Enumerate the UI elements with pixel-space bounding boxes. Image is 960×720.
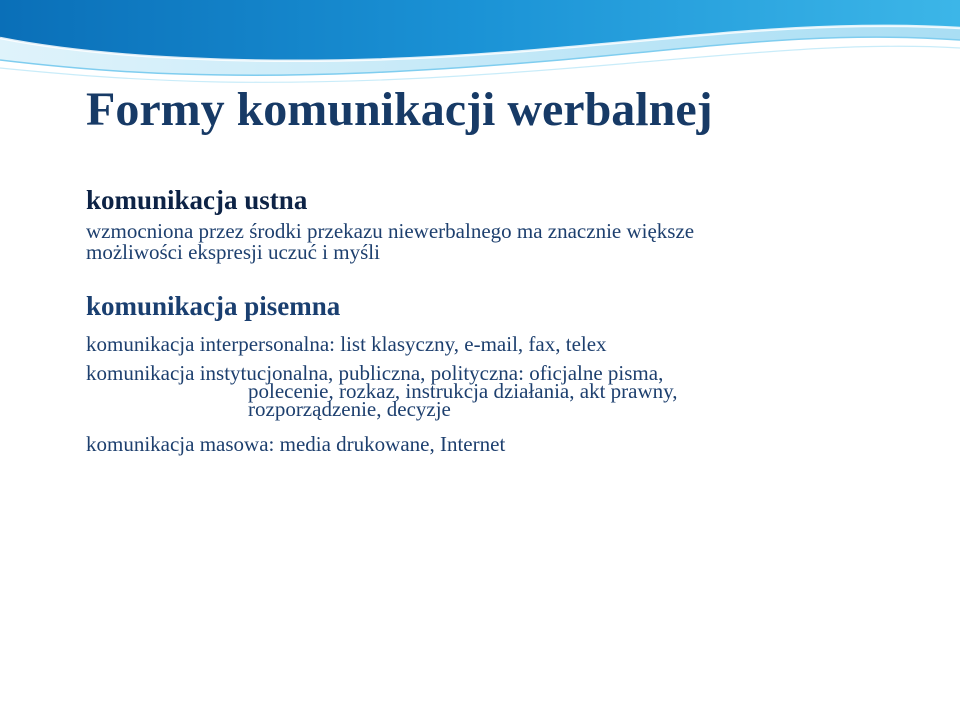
slide-title: Formy komunikacji werbalnej (86, 83, 713, 136)
oral-description-line-2: możliwości ekspresji uczuć i myśli (86, 240, 380, 264)
section-heading-written: komunikacja pisemna (86, 291, 341, 321)
section-heading-oral: komunikacja ustna (86, 185, 308, 215)
written-interpersonal-line: komunikacja interpersonalna: list klasyczny, e-mail, fax, telex (86, 332, 607, 356)
written-institutional-line-1: komunikacja instytucjonalna, publiczna, polityczna: oficjalne pisma, (86, 361, 664, 385)
written-mass-media-line: komunikacja masowa: media drukowane, Internet (86, 432, 506, 456)
oral-description-line-1: wzmocniona przez środki przekazu niewerbalnego ma znacznie większe (86, 219, 695, 243)
written-institutional-line-3: rozporządzenie, decyzje (248, 397, 451, 421)
written-institutional-line-2: polecenie, rozkaz, instrukcja działania, akt prawny, (248, 379, 678, 403)
decorative-header-wave (0, 0, 960, 90)
